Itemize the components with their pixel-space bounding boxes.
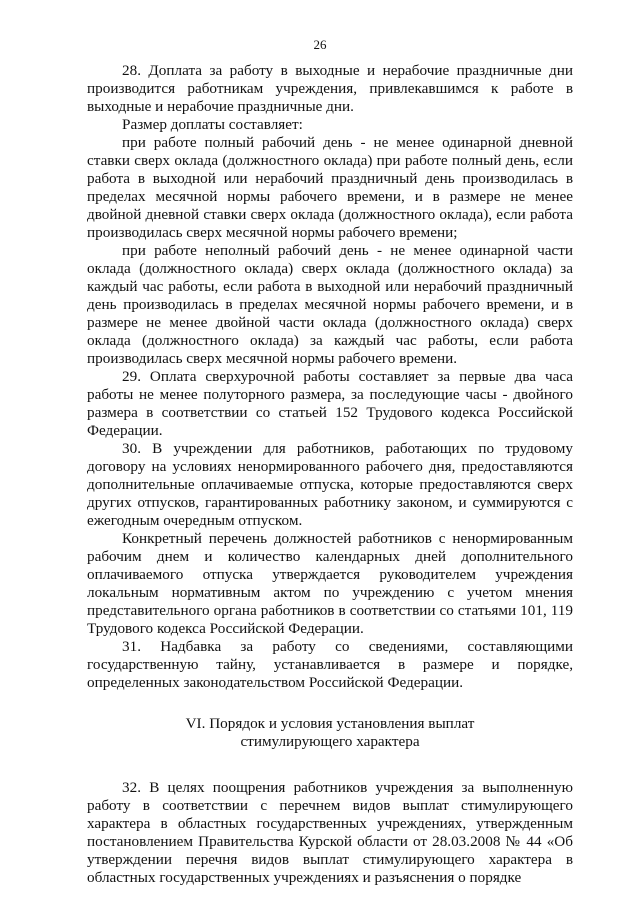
paragraph-part-day: при работе неполный рабочий день - не менее одинарной части оклада (должностного оклада) сверх оклада (должностного оклада) за каждый час работы, если работа в выходной или нерабочий праздничный день производилась в пределах месячной нормы рабочего времени, и в размере не менее двойной части оклада (должностного оклада) сверх оклада (должностного оклада) за каждый час работы, если работа производилась сверх месячной нормы рабочего времени. (87, 242, 573, 367)
paragraph-30: 30. В учреждении для работников, работающих по трудовому договору на условиях ненормированного рабочего дня, предоставляются дополнительные оплачиваемые отпуска, которые предоставляются сверх других отпусков, гарантированных работнику законом, и суммируются с ежегодным очередным отпуском. (87, 440, 573, 529)
section-heading-line-2: стимулирующего характера (240, 733, 420, 750)
section-heading-line-1: VI. Порядок и условия установления выплат (185, 715, 475, 732)
paragraph-28: 28. Доплата за работу в выходные и нерабочие праздничные дни производится работникам учреждения, привлекавшимся к работе в выходные и нерабочие праздничные дни. (87, 62, 573, 115)
paragraph-29: 29. Оплата сверхурочной работы составляет за первые два часа работы не менее полуторного размера, за последующие часы - двойного размера в соответствии со статьей 152 Трудового кодекса Российской Федерации. (87, 368, 573, 439)
paragraph-full-day: при работе полный рабочий день - не менее одинарной дневной ставки сверх оклада (должностного оклада) при работе полный день, если работа в выходной или нерабочий праздничный день производилась в пределах месячной нормы рабочего времени, и в размере не менее двойной дневной ставки сверх оклада (должностного оклада), если работа производилась сверх месячной нормы рабочего времени; (87, 134, 573, 241)
document-body (87, 62, 573, 887)
page-number: 26 (313, 37, 327, 52)
paragraph-positions-list: Конкретный перечень должностей работников с ненормированным рабочим днем и количество календарных дней дополнительного оплачиваемого отпуска утверждается руководителем учреждения локальным нормативным актом по учреждению с учетом мнения представительного органа работников в соответствии со статьями 101, 119 Трудового кодекса Российской Федерации. (87, 530, 573, 637)
section-heading (87, 715, 573, 751)
paragraph-31: 31. Надбавка за работу со сведениями, составляющими государственную тайну, устанавливается в размере и порядке, определенных законодательством Российской Федерации. (87, 638, 573, 691)
paragraph-32: 32. В целях поощрения работников учреждения за выполненную работу в соответствии с перечнем видов выплат стимулирующего характера в областных государственных учреждениях, утвержденным постановлением Правительства Курской области от 28.03.2008 № 44 «Об утверждении перечня видов выплат стимулирующего характера в областных государственных учреждениях и разъяснения о порядке (87, 779, 573, 886)
paragraph-payment-size: Размер доплаты составляет: (122, 116, 303, 133)
